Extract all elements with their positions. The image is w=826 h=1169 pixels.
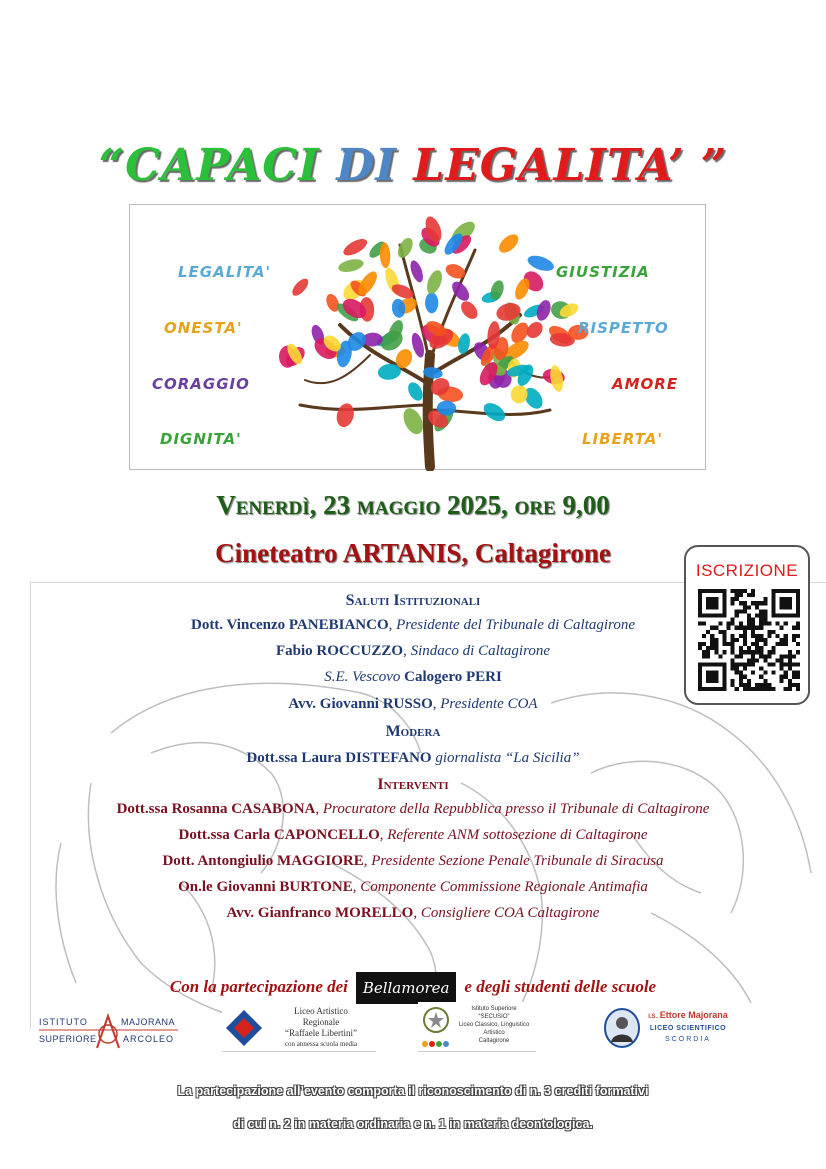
speaker-role: , Sindaco di Caltagirone <box>403 643 551 659</box>
value-word: CORAGGIO <box>152 375 250 393</box>
hand-leaf <box>496 231 522 256</box>
hand-leaf <box>341 236 370 259</box>
event-title <box>0 140 826 191</box>
speaker-role: , Presidente Sezione Penale Tribunale di Siracusa <box>363 853 664 869</box>
school-text-line: “Raffaele Libertini” <box>284 1028 358 1038</box>
speaker-line <box>0 905 826 922</box>
speaker-line <box>0 853 826 870</box>
partners-suffix: e degli studenti delle scuole <box>464 976 657 996</box>
logo-istituto-majorana-arcoleo <box>37 1012 180 1050</box>
hand-leaf <box>509 384 529 406</box>
hand-leaf <box>334 401 356 429</box>
credits-note-line2: di cui n. 2 in materia ordinaria e n. 1 in materia deontologica. <box>233 1117 593 1131</box>
hand-leaf <box>425 293 438 314</box>
school-text-line: “SECUSIO” <box>478 1014 510 1020</box>
hand-leaf <box>424 268 445 296</box>
value-word: ONESTA' <box>164 319 243 337</box>
hand-leaf <box>337 257 365 274</box>
speaker-role: , Referente ANM sottosezione di Caltagirone <box>379 827 648 843</box>
school-text-line: Liceo Classico, Linguistico <box>458 1022 530 1028</box>
registration-label: ISCRIZIONE <box>695 561 799 580</box>
logo-istituto-secusio <box>418 1002 536 1052</box>
value-word: LEGALITA' <box>178 263 272 281</box>
speaker-line <box>0 801 826 818</box>
speaker-name: Avv. Giovanni RUSSO <box>288 696 433 712</box>
speaker-role: , Consigliere COA Caltagirone <box>413 905 600 921</box>
logo-liceo-libertini <box>222 1004 376 1052</box>
school-text <box>454 1005 534 1045</box>
speaker-name: Calogero PERI <box>404 669 502 685</box>
ettore-majorana-portrait-icon <box>604 1008 640 1048</box>
qr-code-icon[interactable] <box>698 589 800 691</box>
speaker-name: Avv. Gianfranco MORELLO <box>226 905 414 921</box>
school-text-line: Regionale <box>302 1017 340 1027</box>
school-text-line: Artistico <box>483 1030 505 1036</box>
tree-of-hands-illustration <box>129 204 706 470</box>
hand-leaf <box>458 298 481 322</box>
interventi-heading: Interventi <box>377 776 449 793</box>
hand-leaf <box>395 236 416 261</box>
speaker-role: , Presidente COA <box>432 696 538 712</box>
saluti-heading: Saluti Istituzionali <box>345 592 481 609</box>
title-part-capaci: “CAPACI <box>98 140 320 191</box>
school-text <box>266 1006 376 1050</box>
school-text: ISTITUTO <box>39 1017 88 1027</box>
moderator-line <box>0 750 826 767</box>
hand-leaf <box>405 380 426 403</box>
school-text-line: I.S. <box>648 1014 658 1020</box>
registration-qr-card[interactable] <box>684 545 810 705</box>
speaker-name: Dott. Vincenzo PANEBIANCO <box>190 617 389 633</box>
modera-heading: Modera <box>385 723 441 740</box>
title-part-di: DI <box>336 140 397 191</box>
partners-line <box>0 972 826 1004</box>
speaker-name: Fabio ROCCUZZO <box>275 643 404 659</box>
moderator-role: giornalista “La Sicilia” <box>431 750 580 766</box>
hand-leaf <box>289 276 311 298</box>
school-text-line: Liceo Artistico <box>294 1006 348 1016</box>
value-word: DIGNITA' <box>160 430 242 448</box>
speaker-role: , Presidente del Tribunale di Caltagirone <box>388 617 635 633</box>
school-text-line: SCORDIA <box>665 1036 711 1043</box>
event-date: Venerdì, 23 maggio 2025, ore 9,00 <box>216 490 610 520</box>
bellamorea-logo: Bellamorea <box>356 972 456 1004</box>
libertini-emblem-icon <box>224 1008 264 1048</box>
speaker-name: Dott. Antongiulio MAGGIORE <box>162 853 364 869</box>
speaker-name: On.le Giovanni BURTONE <box>178 879 353 895</box>
value-word: LIBERTA' <box>582 430 663 448</box>
speaker-role: , Componente Commissione Regionale Antimafia <box>352 879 648 895</box>
school-text-line: Ettore Majorana <box>659 1010 728 1020</box>
school-text-line: Istituto Superiore <box>471 1006 517 1012</box>
speaker-name: Dott.ssa Rosanna CASABONA <box>116 801 316 817</box>
credits-note-line1: La partecipazione all’evento comporta il riconoscimento di n. 3 crediti formativi <box>177 1084 649 1098</box>
speaker-line <box>0 827 826 844</box>
speaker-name: Dott.ssa Carla CAPONCELLO <box>178 827 380 843</box>
title-part-legalita: LEGALITA’ ” <box>413 140 728 191</box>
logo-liceo-majorana-scordia <box>604 1006 736 1050</box>
value-word: AMORE <box>612 375 679 393</box>
moderator-name: Dott.ssa Laura DISTEFANO <box>246 750 432 766</box>
republic-emblem-icon <box>420 1004 452 1050</box>
value-word: GIUSTIZIA <box>556 263 650 281</box>
hand-leaf <box>526 253 556 274</box>
school-text-line: Caltagirone <box>478 1038 510 1044</box>
event-venue: Cineteatro ARTANIS, Caltagirone <box>215 538 611 568</box>
school-text: MAJORANA <box>121 1017 176 1027</box>
school-text <box>642 1010 734 1045</box>
speaker-role: , Procuratore della Repubblica presso il Tribunale di Caltagirone <box>315 801 710 817</box>
school-text-line: con annessa scuola media <box>284 1040 358 1048</box>
speaker-line <box>0 879 826 896</box>
school-text-line: LICEO SCIENTIFICO <box>649 1025 727 1032</box>
school-text: SUPERIORE <box>39 1034 97 1044</box>
school-text: ARCOLEO <box>123 1034 175 1044</box>
speaker-role: S.E. Vescovo <box>324 669 405 685</box>
hand-leaf <box>548 364 565 393</box>
value-word: RISPETTO <box>578 319 669 337</box>
partners-prefix: Con la partecipazione dei <box>169 976 348 996</box>
